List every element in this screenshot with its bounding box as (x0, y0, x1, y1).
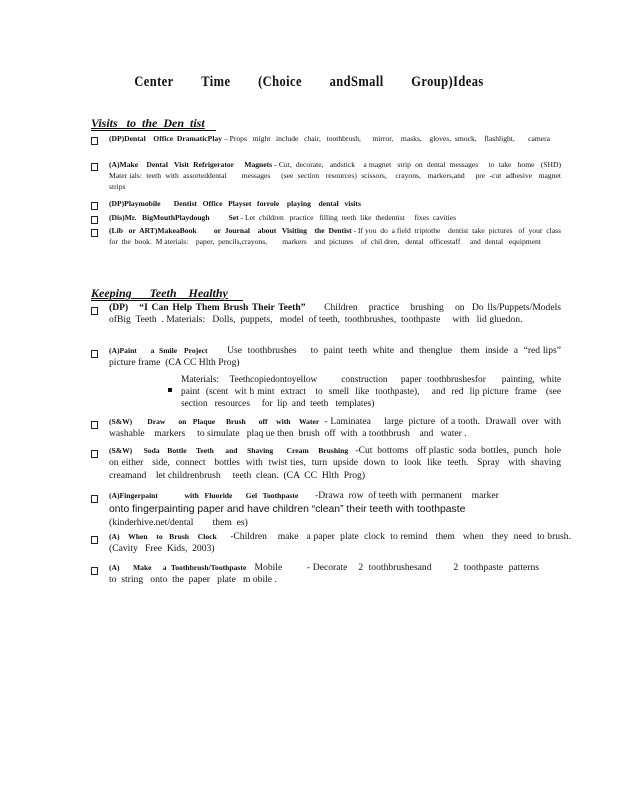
item-tag: (A) Make a Toothbrush/Toothpaste (109, 563, 247, 572)
bullet-icon (91, 420, 101, 429)
list-item (109, 160, 569, 192)
heading-underline (91, 300, 243, 301)
item-text: Use toothbrushes to paint teeth white and thenglue them inside a “red lips” picture frame (CA CC Hlth Prog) (109, 345, 564, 369)
list-item (109, 226, 565, 248)
bullet-icon (91, 136, 101, 145)
title-word: (Choice (258, 74, 302, 90)
title-word: Time (201, 74, 231, 90)
item-tag: (DP)Dental Office DramaticPlay (109, 134, 223, 143)
bullet-icon (91, 494, 101, 503)
item-text: - Cut, decorate, andstick a magnet strip on dental messages to take home (SHD) Mater ials: teeth with assorteddental messages (see section resources) scissors, crayons, markers,and pre -cut adhesive magnet strips (109, 160, 569, 191)
list-item (109, 490, 561, 502)
bullet-icon (91, 215, 101, 224)
item-tag: (A)Paint a Smile Project (109, 346, 208, 355)
bullet-icon (91, 306, 101, 315)
bullet-icon (91, 201, 101, 210)
list-item (109, 416, 566, 441)
bullet-icon (91, 228, 101, 237)
section-heading-dentist: Visits to the Den tist (91, 116, 205, 130)
item-tag: (A)Fingerpaint with Fluoride Gel Toothpaste (109, 491, 299, 500)
title-word: andSmall (329, 74, 384, 90)
item-tag: (A)Make Dental Visit Refrigerator Magnets (109, 160, 273, 169)
list-item (109, 531, 581, 556)
item-text: - If you do a field triptothe dentist take pictures of your class for the book. M aterials: paper, pencils,crayons, markers and pictures of chil dren, dental officestaff and dental equipment (109, 226, 565, 246)
list-item (109, 302, 578, 327)
title-word: Group)Ideas (411, 74, 484, 90)
fingerpaint-source: (kinderhive.net/dental them es) (109, 517, 248, 528)
title-word: Center (134, 74, 174, 90)
list-item (109, 445, 566, 482)
item-tag: (A) When to Brush Clock (109, 532, 217, 541)
list-item (109, 213, 561, 224)
bullet-icon (91, 162, 101, 171)
item-text: - Laminatea large picture of a tooth. Drawall over with washable markers to simulate plaq ue then brush off with a toothbrush and water . (109, 416, 566, 440)
list-item (109, 562, 549, 587)
bullet-icon (91, 566, 101, 575)
sub-bullet-icon (168, 379, 176, 387)
item-text: – Props might include chair, toothbrush, mirror, masks, gloves, smock, flashlight, camera (223, 134, 551, 143)
list-item (109, 134, 561, 145)
section-heading-healthy: Keeping Teeth Healthy (91, 286, 228, 300)
item-tag: (S&W) Soda Bottle Teeth and Shaving Cream Brushing (109, 446, 349, 455)
item-tag: (Dis)Mr. BigMouthPlaydough Set (109, 213, 239, 222)
item-tag: (DP)Playmobile Dentist Office Playset forrole playing dental visits (109, 199, 361, 208)
item-text: -Drawa row of teeth with permanent marker (315, 490, 499, 501)
item-tag: (DP) “I Can Help Them Brush Their Teeth” (109, 302, 306, 313)
bullet-icon (91, 535, 101, 544)
list-item (109, 199, 561, 210)
item-tag: (Lib or ART)MakeaBook or Journal about Visiting the Dentist (109, 226, 352, 235)
page-title (43, 74, 574, 91)
item-text: Mobile - Decorate 2 toothbrushesand 2 toothpaste patterns to string onto the paper plate m obile . (109, 562, 549, 586)
fingerpaint-continuation: onto fingerpainting paper and have children “clean” their teeth with toothpaste (109, 504, 466, 515)
item-text: -Children make a paper plate clock to remind them when they need to brush. (Cavity Free Kids, 2003) (109, 531, 581, 555)
item-text: -Cut bottoms off plastic soda bottles, punch hole on either side, connect bottles with twist ties, turn upside down to look like teeth. Spray with shaving creamand let childrenbrush teeth clean. (CA CC Hlth Prog) (109, 445, 566, 481)
bullet-icon (91, 349, 101, 358)
bullet-icon (91, 449, 101, 458)
item-tag: (S&W) Draw on Plaque Brush off with Water (109, 417, 320, 426)
list-item (109, 345, 564, 370)
item-text: Children practice brushing on Do lls/Puppets/Models ofBig Teeth . Materials: Dolls, puppets, model of teeth, toothbrushes, toothpaste with lid gluedon. (109, 302, 578, 326)
materials-note: Materials: Teethcopiedontoyellow construction paper toothbrushesfor painting, white paint (scent wit h mint extract to smell like toothpaste), and red lip picture frame (see section resources for lip and teeth templates) (181, 375, 566, 410)
heading-underline (91, 130, 216, 131)
item-text: - Let children practice filling teeth like thedentist fixes cavities (240, 213, 457, 222)
